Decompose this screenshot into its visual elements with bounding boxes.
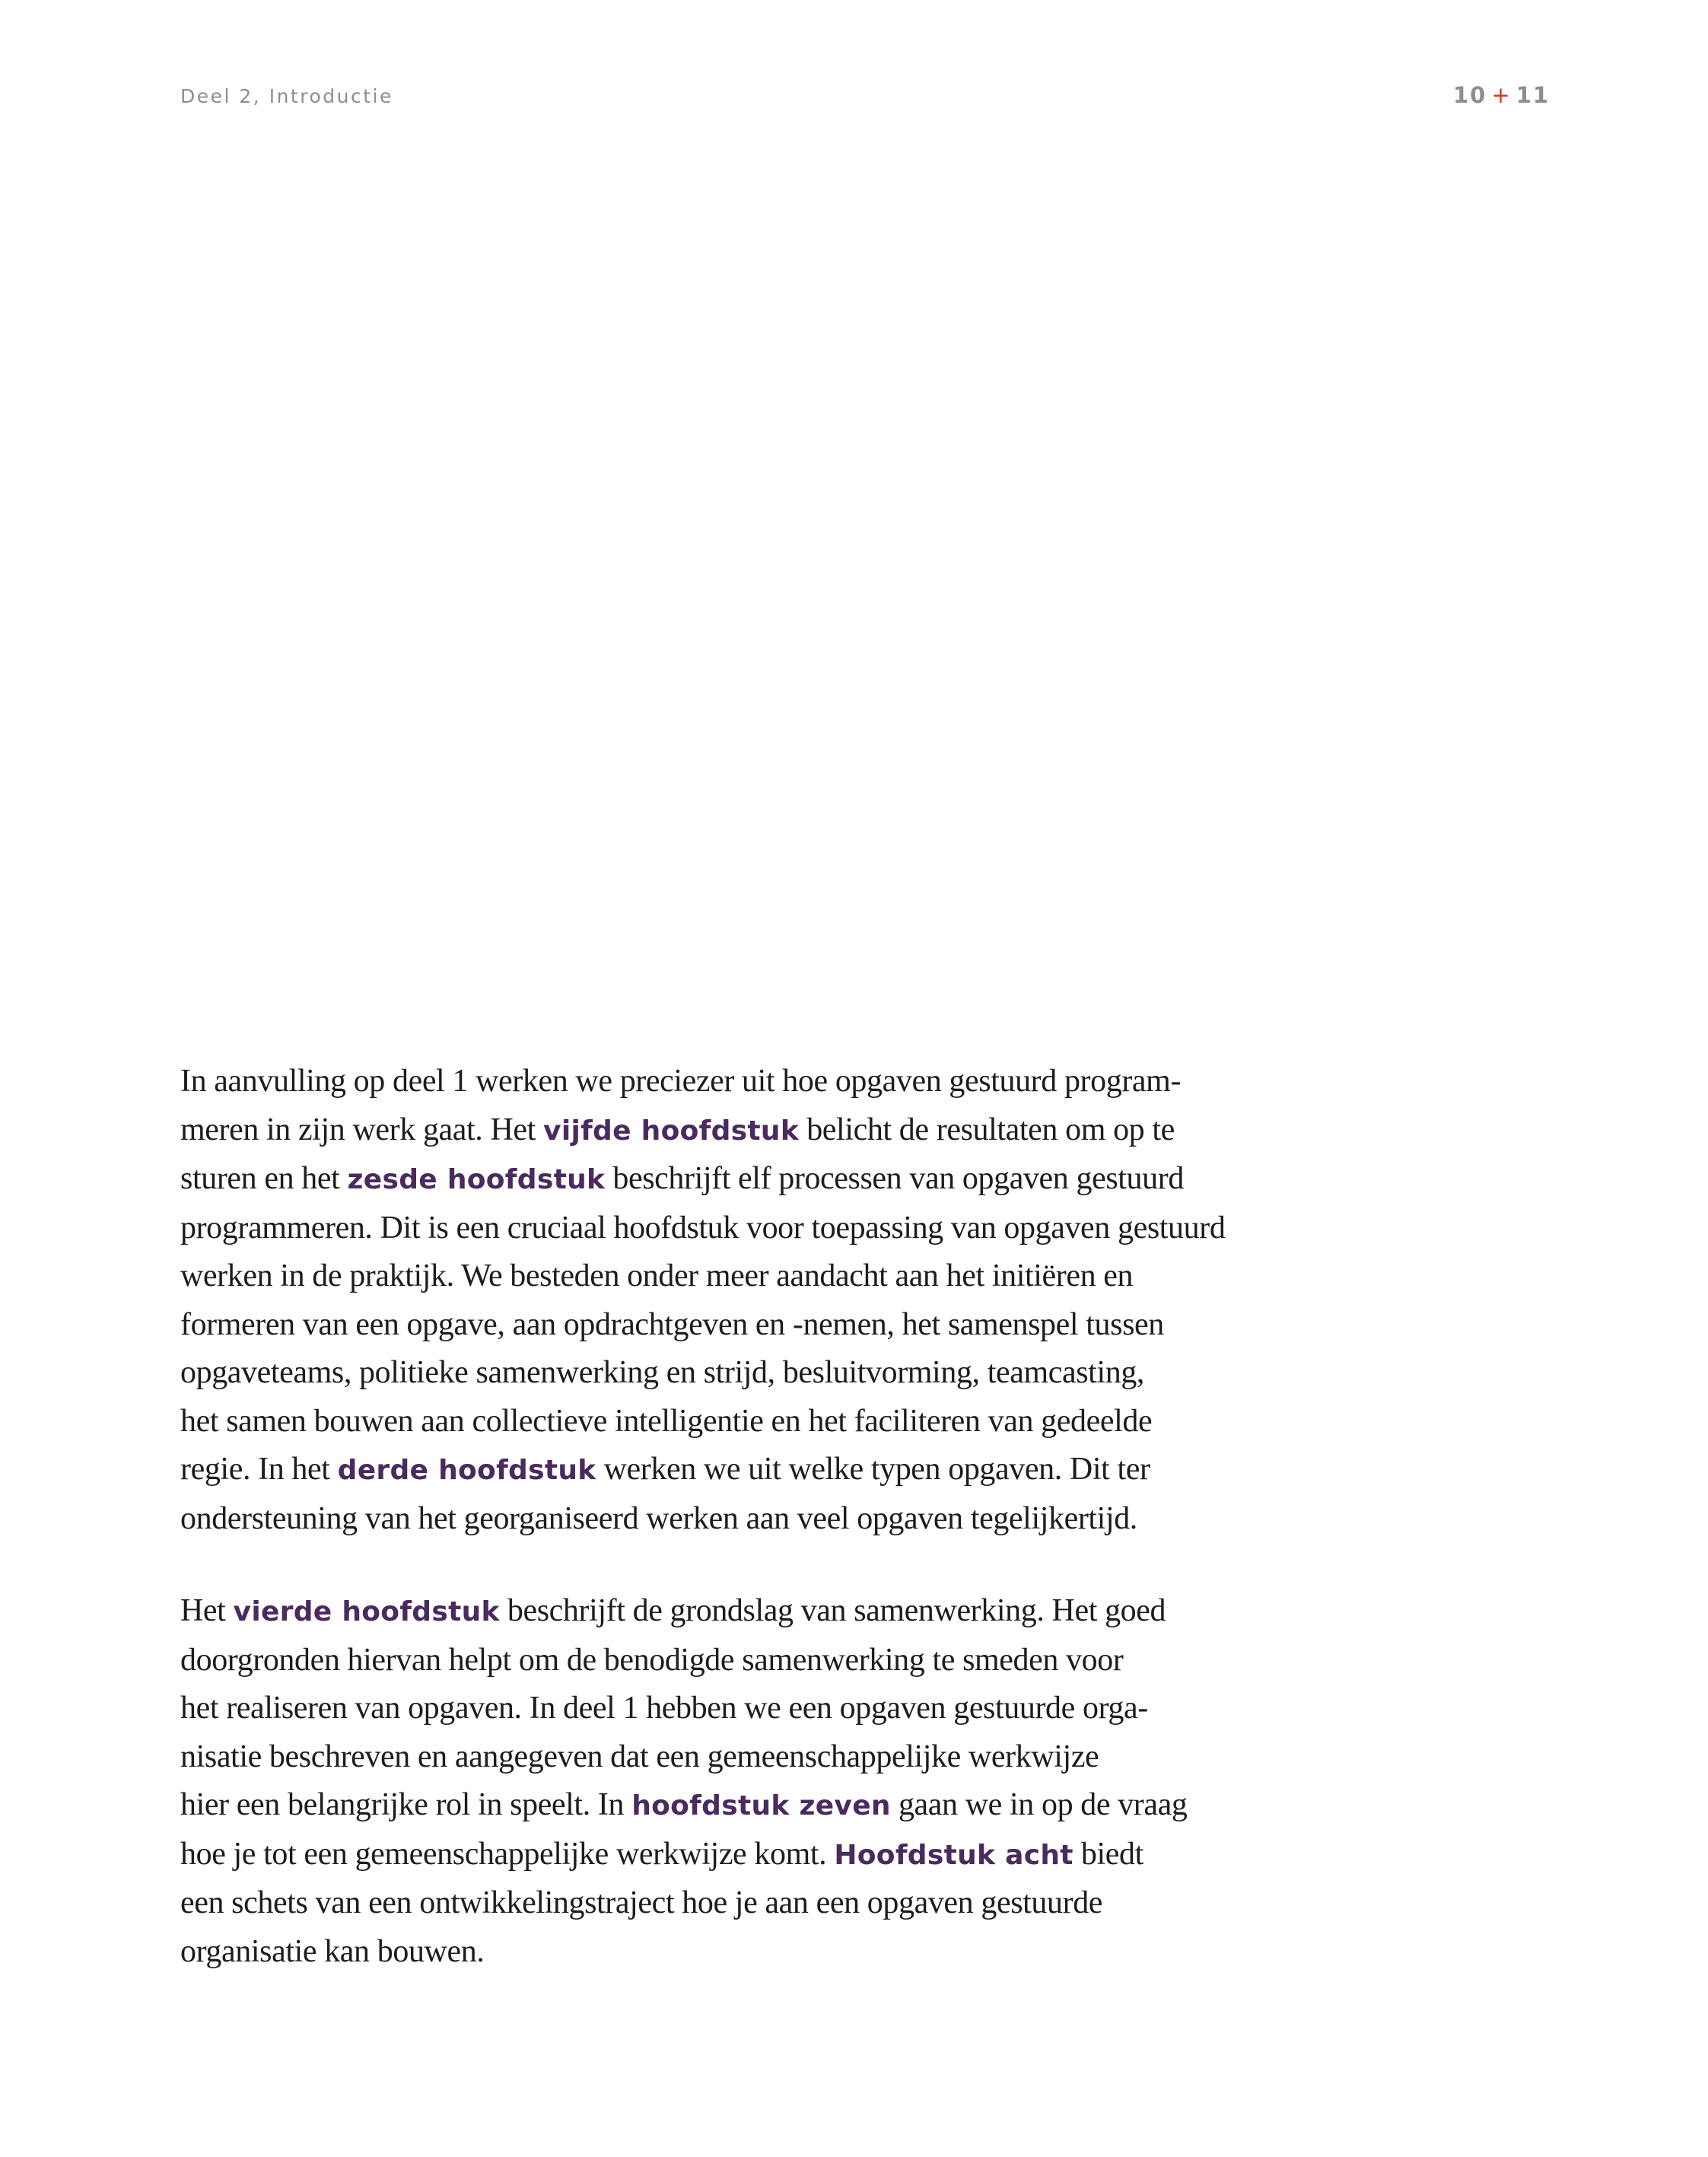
body-text-segment: werken in de praktijk. We besteden onder meer aandacht aan het initiëren en: [180, 1258, 1134, 1293]
body-text-segment: werken we uit welke typen opgaven. Dit ter: [596, 1452, 1150, 1487]
body-text-segment: organisatie kan bouwen.: [180, 1933, 485, 1969]
text-line: [180, 1685, 1550, 1733]
chapter-reference: zesde hoofdstuk: [347, 1164, 606, 1195]
text-line: [180, 1879, 1550, 1928]
body-text-segment: hoe je tot een gemeenschappelijke werkwijze komt.: [180, 1836, 835, 1872]
body-text-segment: doorgronden hiervan helpt om de benodigde samenwerking te smeden voor: [180, 1642, 1124, 1678]
section-label: Deel 2, Introductie: [180, 85, 393, 107]
body-text-segment: programmeren. Dit is een cruciaal hoofdstuk voor toepassing van opgaven gestuurd: [180, 1210, 1226, 1246]
page-number-left: 10: [1452, 82, 1487, 108]
body-text-segment: sturen en het: [180, 1161, 348, 1196]
chapter-reference: vijfde hoofdstuk: [543, 1115, 800, 1147]
body-text-segment: hier een belangrijke rol in speelt. In: [180, 1787, 632, 1822]
text-line: [180, 1781, 1550, 1831]
page-number-separator: +: [1491, 82, 1512, 108]
text-line: [180, 1252, 1550, 1301]
paragraph: [180, 1587, 1550, 1976]
chapter-reference: hoofdstuk zeven: [631, 1790, 891, 1821]
body-text-segment: In aanvulling op deel 1 werken we preciezer uit hoe opgaven gestuurd program-: [180, 1064, 1182, 1099]
paragraph: [180, 1058, 1550, 1543]
body-text-segment: ondersteuning van het georganiseerd werken aan veel opgaven tegelijkertijd.: [180, 1500, 1137, 1536]
page-number-right: 11: [1516, 82, 1550, 108]
body-text-segment: gaan we in op de vraag: [890, 1787, 1188, 1822]
text-line: [180, 1349, 1550, 1398]
text-line: [180, 1446, 1550, 1495]
text-line: [180, 1495, 1550, 1544]
text-line: [180, 1398, 1550, 1446]
body-text-segment: formeren van een opgave, aan opdrachtgeven en -nemen, het samenspel tussen: [180, 1306, 1164, 1342]
body-text-segment: Het: [180, 1593, 234, 1628]
body-text-segment: regie. In het: [180, 1452, 338, 1487]
text-line: [180, 1204, 1550, 1253]
body-text-segment: het realiseren van opgaven. In deel 1 hebben we een opgaven gestuurde orga-: [180, 1691, 1148, 1726]
text-line: [180, 1301, 1550, 1350]
chapter-reference: Hoofdstuk acht: [834, 1839, 1073, 1871]
body-text-segment: biedt: [1073, 1836, 1143, 1872]
text-line: [180, 1733, 1550, 1782]
body-text-segment: het samen bouwen aan collectieve intelligentie en het faciliteren van gedeelde: [180, 1403, 1153, 1439]
chapter-reference: derde hoofdstuk: [337, 1455, 596, 1486]
body-text-segment: een schets van een ontwikkelingstraject hoe je aan een opgaven gestuurde: [180, 1885, 1103, 1920]
body-paragraphs: [180, 1058, 1550, 1976]
body-text-segment: opgaveteams, politieke samenwerking en strijd, besluitvorming, teamcasting,: [180, 1355, 1145, 1390]
body-text-segment: belicht de resultaten om op te: [799, 1112, 1175, 1147]
text-line: [180, 1155, 1550, 1204]
text-line: [180, 1058, 1550, 1106]
chapter-reference: vierde hoofdstuk: [233, 1596, 500, 1627]
page-numbers: [1453, 82, 1550, 108]
text-line: [180, 1637, 1550, 1685]
text-line: [180, 1928, 1550, 1977]
page-header: [180, 82, 1550, 108]
body-text-segment: beschrijft de grondslag van samenwerking. Het goed: [499, 1593, 1166, 1628]
text-line: [180, 1106, 1550, 1156]
body-text-segment: beschrijft elf processen van opgaven gestuurd: [605, 1161, 1184, 1196]
text-line: [180, 1587, 1550, 1637]
body-text-segment: meren in zijn werk gaat. Het: [180, 1112, 544, 1147]
body-text-segment: nisatie beschreven en aangegeven dat een gemeenschappelijke werkwijze: [180, 1739, 1099, 1774]
text-line: [180, 1831, 1550, 1880]
